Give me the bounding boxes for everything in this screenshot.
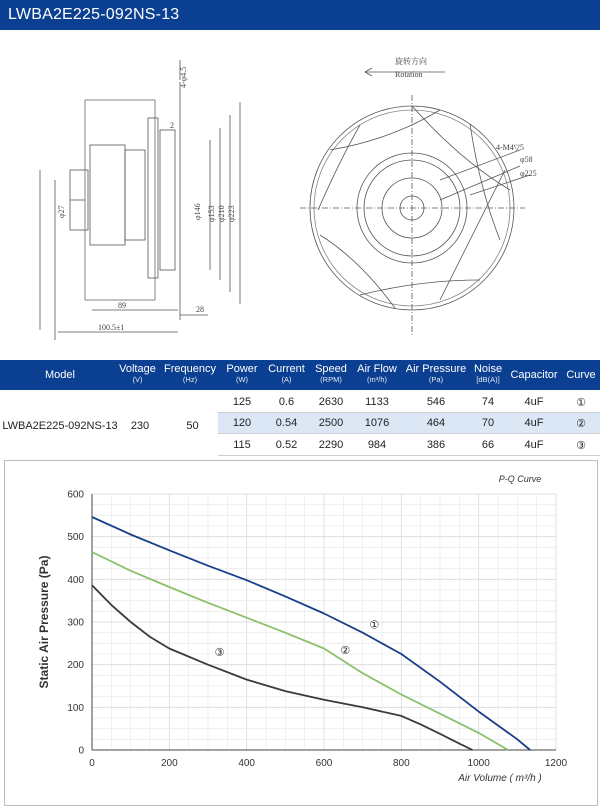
technical-drawings: [0, 40, 600, 360]
table-row: 120 0.54 2500 1076 464 70 4uF ②: [218, 413, 600, 433]
dim-225: φ225: [520, 169, 537, 178]
spec-table: [0, 360, 600, 390]
dim-2: 2: [170, 121, 174, 130]
dim-153: φ153: [207, 205, 216, 222]
chart-title: P-Q Curve: [498, 474, 542, 484]
y-tick-label: 400: [67, 574, 84, 586]
col-header-airflow: Air Flow (m³/h): [357, 363, 397, 384]
header-bar: [0, 0, 600, 30]
col-header-capacitor: Capacitor: [510, 369, 558, 381]
y-tick-label: 600: [67, 489, 84, 501]
rotation-label-en: Rotation: [395, 70, 423, 79]
y-tick-label: 300: [67, 617, 84, 629]
x-tick-label: 400: [238, 758, 256, 769]
table-row: 115 0.52 2290 984 386 66 4uF ③: [233, 439, 586, 452]
x-tick-label: 1200: [544, 758, 568, 769]
y-tick-label: 0: [78, 745, 84, 757]
dim-100: 100.5±1: [98, 323, 125, 332]
y-tick-label: 100: [67, 702, 84, 714]
col-header-pressure: Air Pressure (Pa): [405, 363, 467, 384]
col-header-voltage: Voltage (V): [119, 363, 156, 384]
series-line: [92, 517, 530, 750]
voltage-cell: 230: [130, 420, 150, 432]
curve-label: ②: [340, 645, 351, 657]
dim-89: 89: [118, 301, 126, 310]
col-header-current: Current (A): [268, 363, 305, 384]
series-line: [92, 585, 473, 750]
x-tick-label: 0: [89, 758, 95, 769]
dim-m4: 4-M4▽5: [496, 143, 524, 152]
col-header-speed: Speed (RPM): [315, 363, 347, 384]
y-tick-label: 200: [67, 660, 84, 672]
col-header-model: Model: [45, 369, 75, 381]
pq-chart: [0, 460, 600, 805]
dim-27: φ27: [57, 205, 66, 218]
row-divider: [218, 455, 600, 456]
col-header-noise: Noise [dB(A)]: [473, 363, 503, 384]
side-view-drawing: [40, 60, 240, 340]
rotation-label-cn: 旋转方向: [395, 57, 427, 66]
curve-label: ③: [214, 647, 225, 660]
dim-210: φ210: [217, 205, 226, 222]
front-view-drawing: [300, 68, 530, 335]
dim-28: 28: [196, 305, 204, 314]
x-tick-label: 200: [160, 758, 178, 769]
curve-label: ①: [369, 619, 380, 632]
col-header-frequency: Frequency (Hz): [164, 363, 216, 384]
x-tick-label: 600: [315, 758, 333, 769]
table-row: 125 0.6 2630 1133 546 74 4uF ①: [232, 396, 586, 409]
x-axis-label: Air Volume ( m³/h ): [458, 773, 542, 784]
spec-table-header: [0, 360, 600, 390]
y-axis-label: Static Air Pressure (Pa): [37, 555, 51, 689]
dim-223: φ223: [227, 205, 236, 222]
x-tick-label: 1000: [467, 758, 490, 769]
dim-146: φ146: [193, 203, 202, 220]
dim-holes-side: 4-φ4.5: [179, 66, 188, 88]
frequency-cell: 50: [186, 420, 199, 432]
model-cell: LWBA2E225-092NS-13: [2, 420, 118, 432]
row-divider: [218, 433, 600, 434]
col-header-power: Power (W): [226, 363, 258, 384]
col-header-curve: Curve: [566, 369, 596, 381]
y-tick-label: 500: [67, 532, 84, 544]
page-title: LWBA2E225-092NS-13: [8, 6, 180, 23]
dim-58: φ58: [520, 155, 533, 164]
series-line: [92, 552, 508, 750]
x-tick-label: 800: [392, 758, 410, 769]
